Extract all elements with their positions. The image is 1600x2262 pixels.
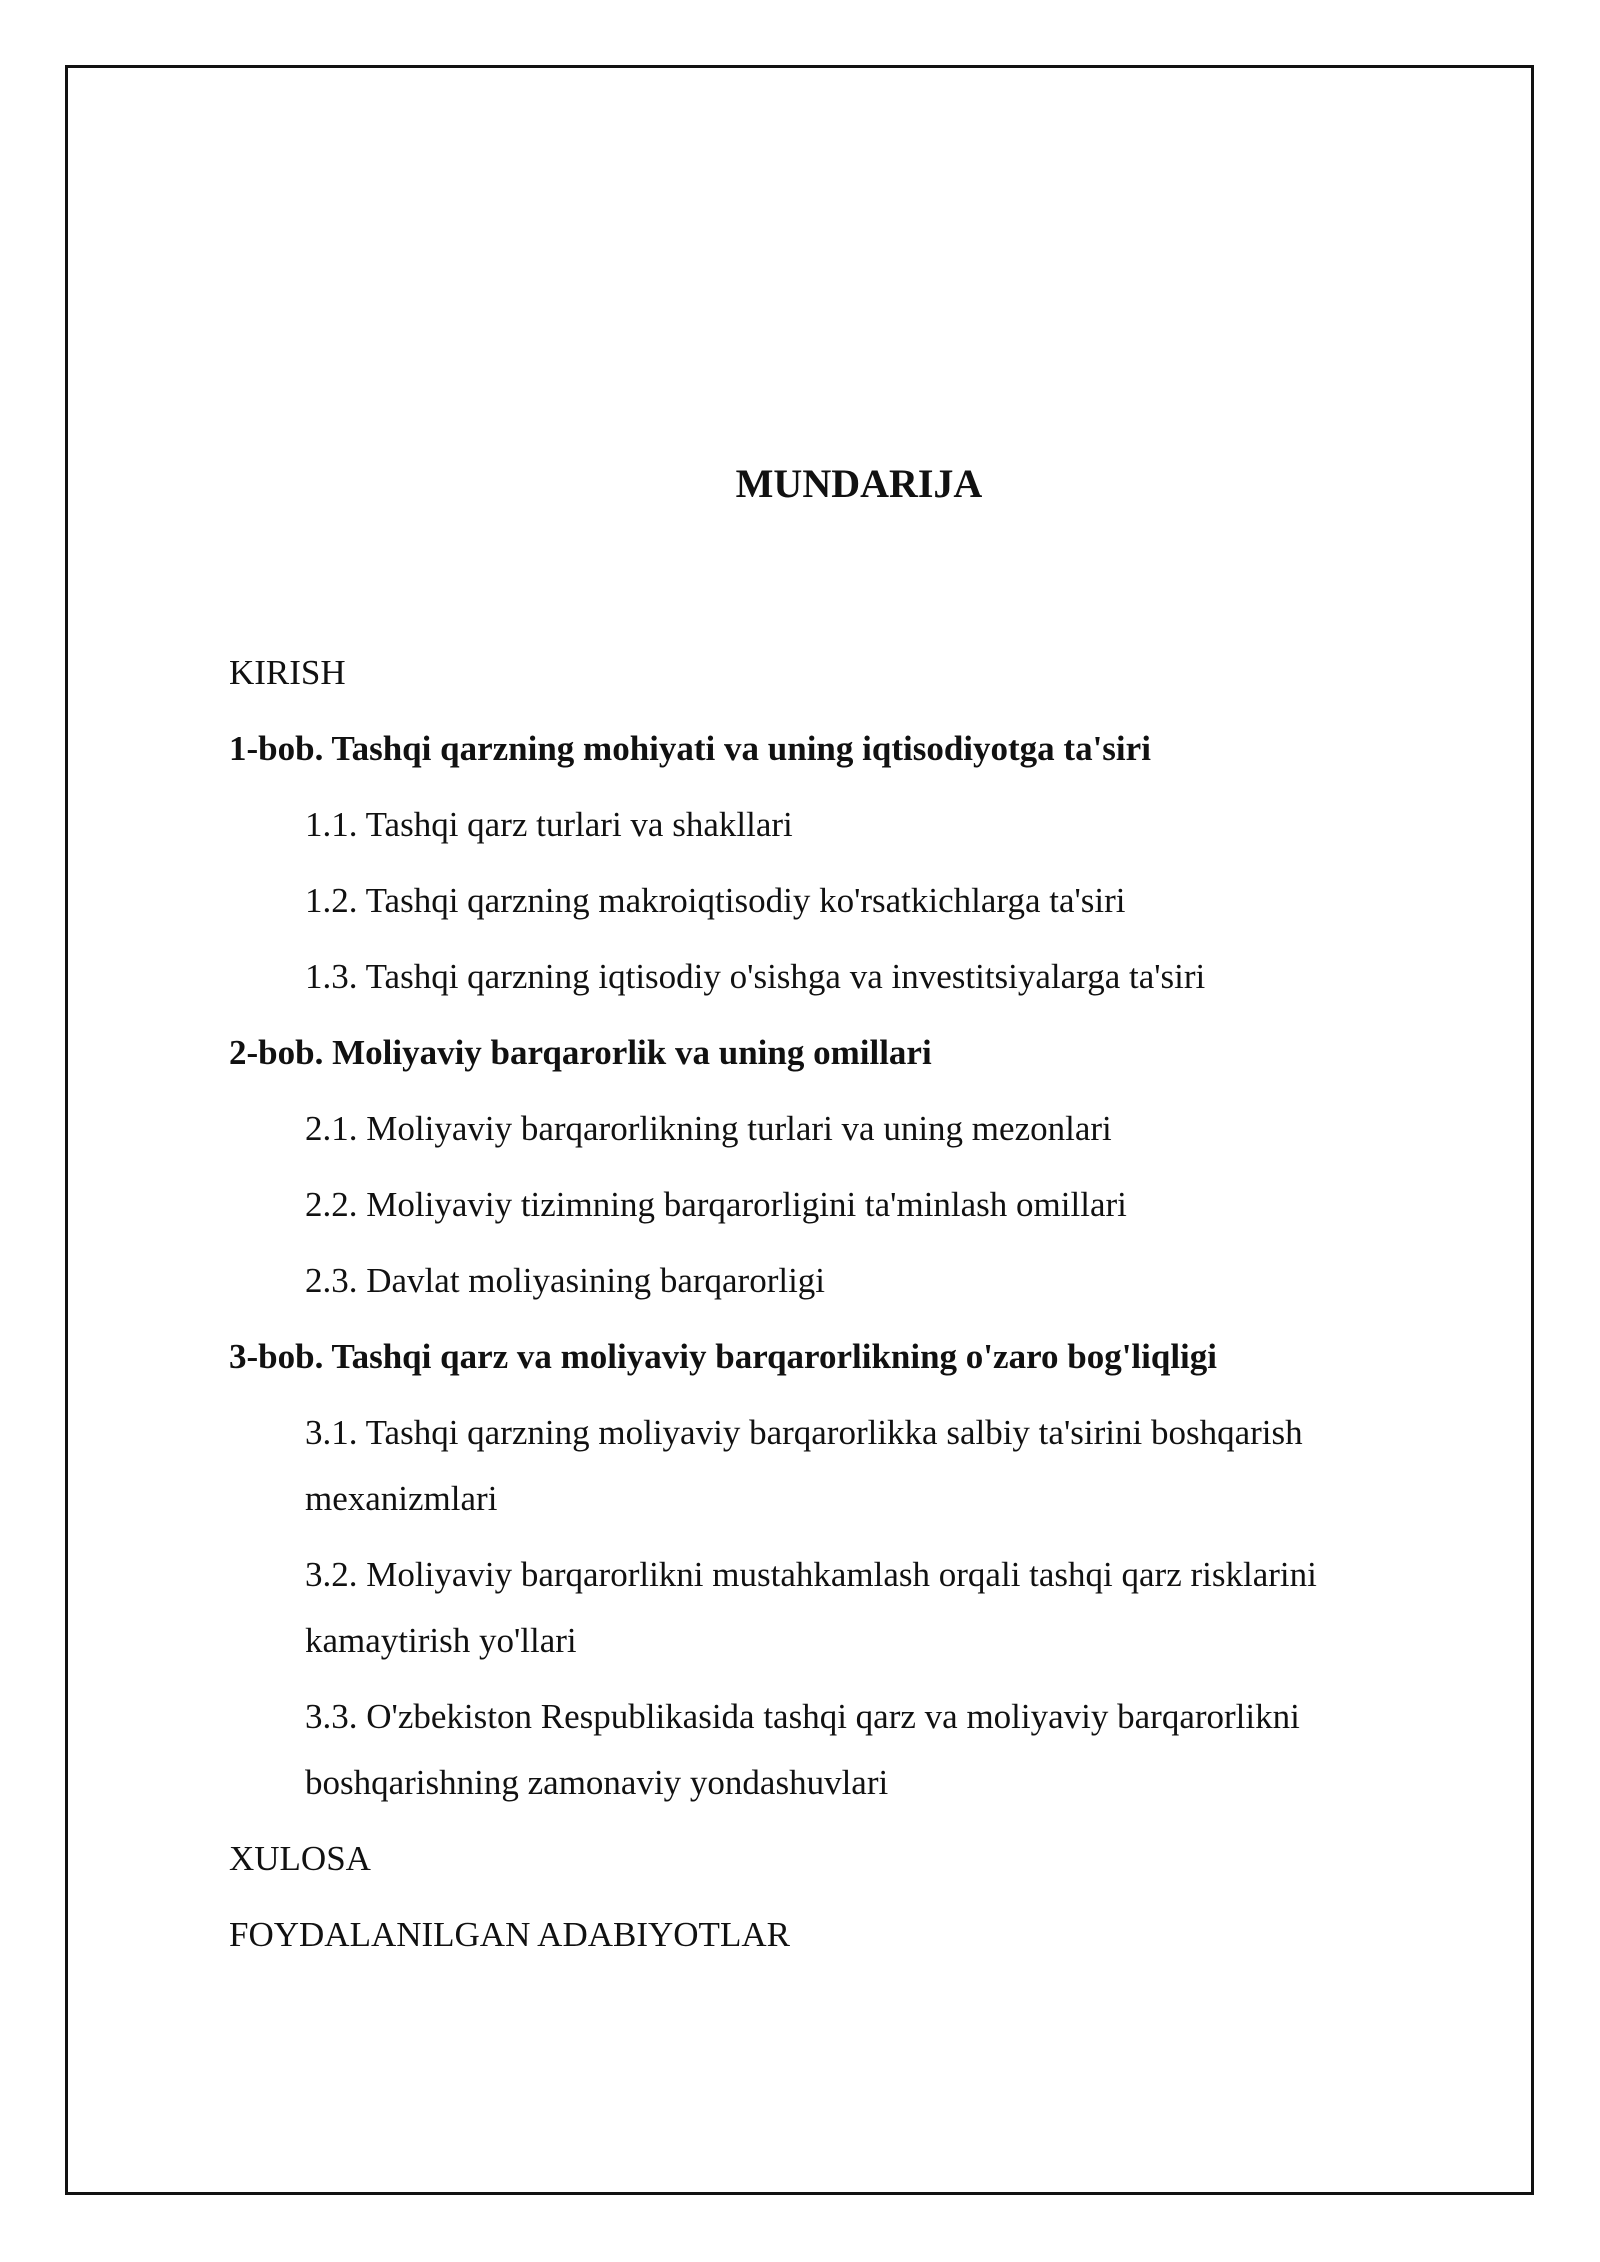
toc-section-1-1: 1.1. Tashqi qarz turlari va shakllari [305, 805, 793, 844]
toc-section-3-3: 3.3. O'zbekiston Respublikasida tashqi qarz va moliyaviy barqarorlikni boshqarishning zamonaviy yondashuvlari [305, 1697, 1300, 1802]
toc-section-1-2: 1.2. Tashqi qarzning makroiqtisodiy ko'rsatkichlarga ta'siri [305, 881, 1126, 920]
toc-entry-conclusion: XULOSA [229, 1839, 371, 1878]
toc-entry-introduction: KIRISH [229, 653, 346, 692]
toc-chapter-3: 3-bob. Tashqi qarz va moliyaviy barqarorlikning o'zaro bog'liqligi [229, 1337, 1217, 1376]
table-of-contents [229, 640, 1429, 1978]
toc-entry-references: FOYDALANILGAN ADABIYOTLAR [229, 1915, 790, 1954]
page-title: MUNDARIJA [735, 461, 983, 506]
toc-chapter-1: 1-bob. Tashqi qarzning mohiyati va uning iqtisodiyotga ta'siri [229, 729, 1151, 768]
toc-section-2-1: 2.1. Moliyaviy barqarorlikning turlari va uning mezonlari [305, 1109, 1112, 1148]
toc-section-2-2: 2.2. Moliyaviy tizimning barqarorligini ta'minlash omillari [305, 1185, 1127, 1224]
toc-section-3-2: 3.2. Moliyaviy barqarorlikni mustahkamlash orqali tashqi qarz risklarini kamaytirish yo'llari [305, 1555, 1317, 1660]
toc-section-1-3: 1.3. Tashqi qarzning iqtisodiy o'sishga va investitsiyalarga ta'siri [305, 957, 1206, 996]
toc-chapter-2: 2-bob. Moliyaviy barqarorlik va uning omillari [229, 1033, 932, 1072]
toc-section-2-3: 2.3. Davlat moliyasining barqarorligi [305, 1261, 826, 1300]
toc-section-3-1: 3.1. Tashqi qarzning moliyaviy barqarorlikka salbiy ta'sirini boshqarish mexanizmlari [305, 1413, 1303, 1518]
